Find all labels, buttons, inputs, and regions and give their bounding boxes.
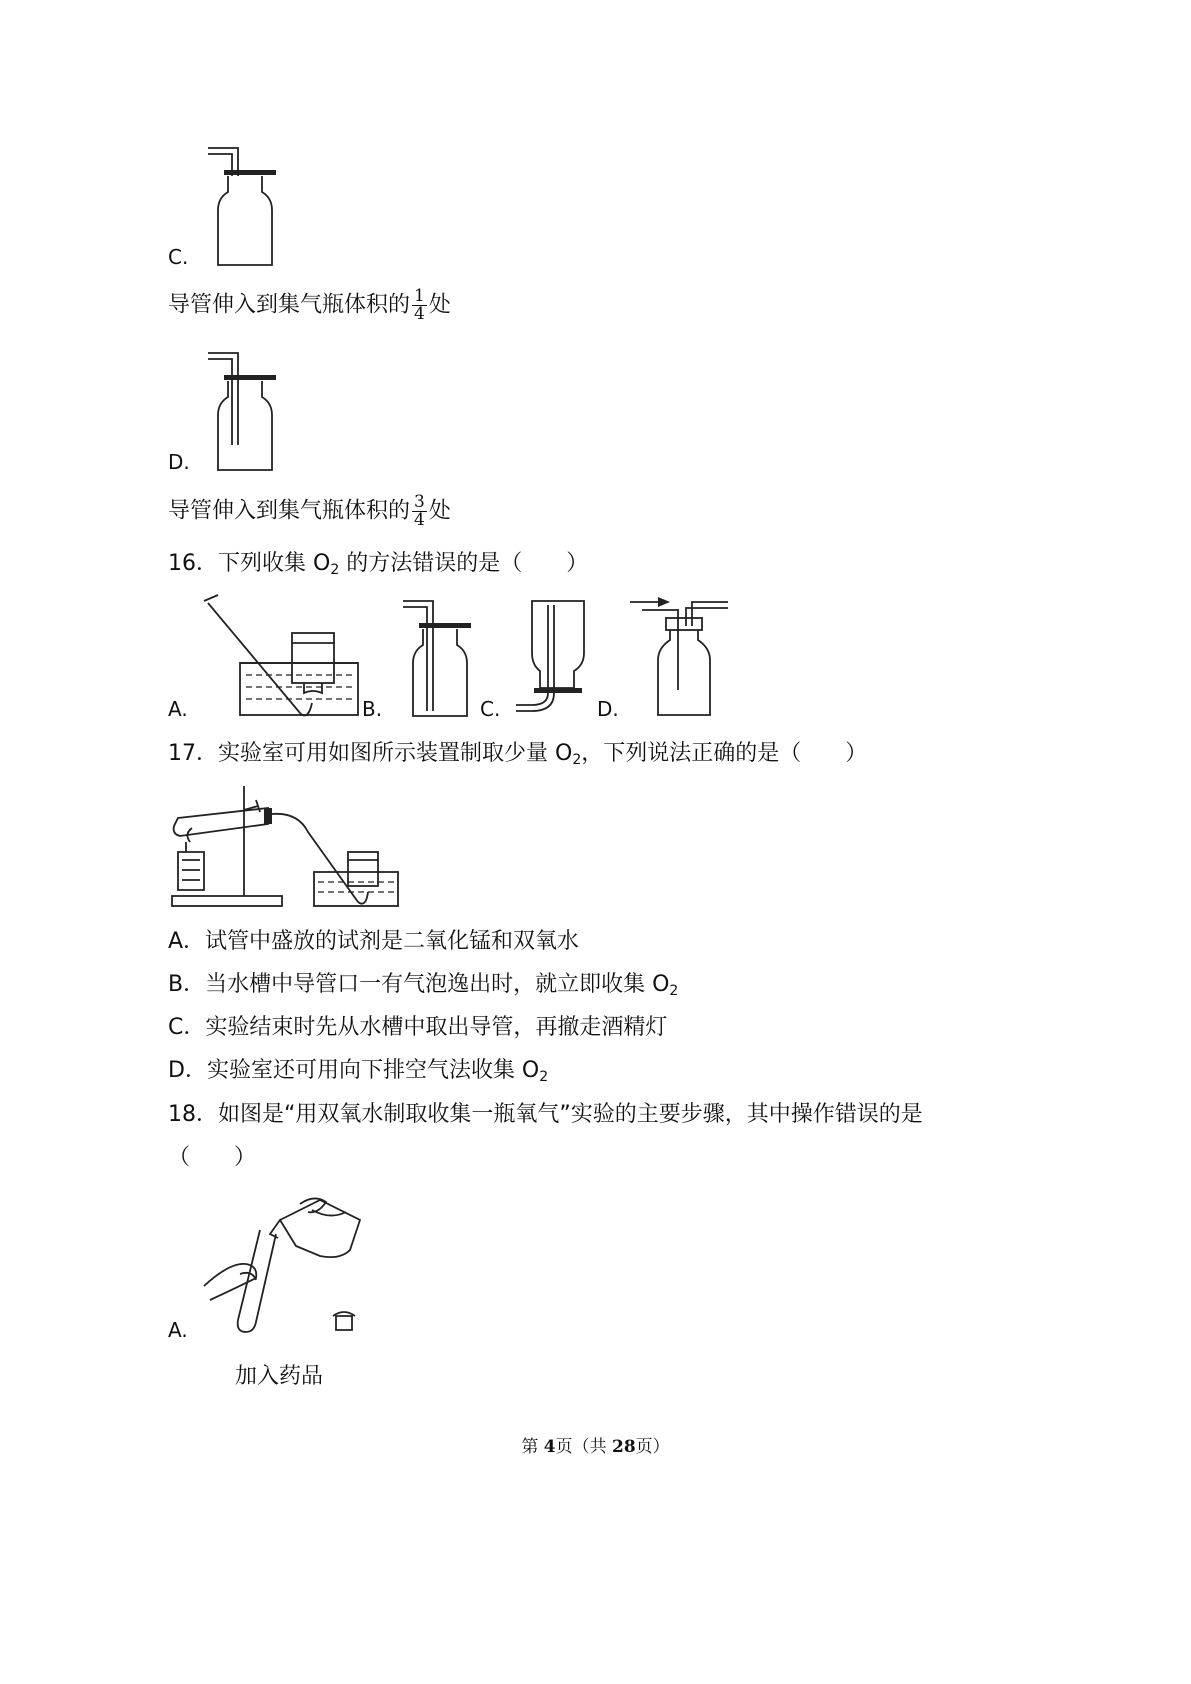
page-footer	[0, 1432, 1191, 1457]
q15-c-caption-suffix: 处	[428, 292, 451, 318]
q15-c-caption-prefix: 导管伸入到集气瓶体积的	[168, 292, 411, 318]
q17-option-b[interactable]	[168, 970, 678, 1006]
q17-stem	[168, 739, 867, 775]
footer-total-pages: 28	[611, 1437, 636, 1457]
q17-option-b-sub: 2	[669, 983, 679, 999]
q18-a-adding-reagent-diagram	[200, 1190, 370, 1340]
footer-suffix: 页）	[635, 1437, 670, 1457]
frac-numerator: 3	[414, 492, 425, 512]
q16-d-two-tube-bottle-diagram	[630, 590, 740, 725]
q17-option-a[interactable]	[168, 927, 579, 963]
q16-b-gas-bottle-diagram	[395, 593, 485, 723]
q16-c-label: C.	[480, 697, 501, 721]
q15-c-label: C.	[168, 245, 189, 269]
q16-stem-sub: 2	[330, 562, 340, 578]
q17-oxygen-apparatus-diagram	[168, 780, 408, 915]
q17-stem-sub: 2	[572, 752, 582, 768]
q18-stem-line1: 18．如图是“用双氧水制取收集一瓶氧气”实验的主要步骤，其中操作错误的是	[168, 1102, 923, 1127]
q16-a-label: A.	[168, 697, 188, 721]
q17-option-c[interactable]	[168, 1013, 667, 1049]
q16-d-label: D.	[597, 697, 619, 721]
q16-c-inverted-bottle-diagram	[512, 593, 602, 723]
q17-option-a-text: A．试管中盛放的试剂是二氧化锰和双氧水	[168, 929, 580, 954]
q16-b-label: B.	[362, 697, 383, 721]
frac-denominator: 4	[414, 510, 425, 530]
q18-stem-line2: （ ）	[168, 1145, 257, 1170]
frac-numerator: 1	[414, 286, 425, 306]
frac-denominator: 4	[414, 304, 425, 324]
q18-a-caption: 加入药品	[235, 1364, 324, 1389]
q17-option-d-text: D．实验室还可用向下排空气法收集 O	[168, 1058, 540, 1083]
q15-d-caption-suffix: 处	[428, 498, 451, 524]
fraction-three-quarters	[412, 494, 427, 529]
q15-d-caption	[168, 494, 451, 529]
gas-bottle-c-diagram	[200, 140, 290, 270]
q15-d-label: D.	[168, 450, 190, 474]
gas-bottle-d-diagram	[200, 345, 290, 475]
fraction-one-quarter	[412, 288, 427, 323]
q16-stem-post: 的方法错误的是（ ）	[339, 551, 589, 576]
footer-page-number: 4	[543, 1437, 556, 1457]
q15-c-caption	[168, 288, 451, 323]
footer-middle: 页（共	[555, 1437, 612, 1457]
footer-prefix: 第	[521, 1437, 544, 1457]
q17-option-d[interactable]	[168, 1056, 548, 1092]
q15-d-caption-prefix: 导管伸入到集气瓶体积的	[168, 498, 411, 524]
q17-stem-post: ，下列说法正确的是（ ）	[581, 741, 868, 766]
q16-stem	[168, 549, 588, 585]
q17-option-b-text: B．当水槽中导管口一有气泡逸出时，就立即收集 O	[168, 972, 670, 997]
q16-a-water-trough-diagram	[200, 593, 370, 723]
q17-stem-pre: 17．实验室可用如图所示装置制取少量 O	[168, 741, 573, 766]
q17-option-c-text: C．实验结束时先从水槽中取出导管，再撤走酒精灯	[168, 1015, 668, 1040]
q18-a-label: A.	[168, 1318, 188, 1342]
q17-option-d-sub: 2	[539, 1069, 549, 1085]
q16-stem-pre: 16．下列收集 O	[168, 551, 331, 576]
